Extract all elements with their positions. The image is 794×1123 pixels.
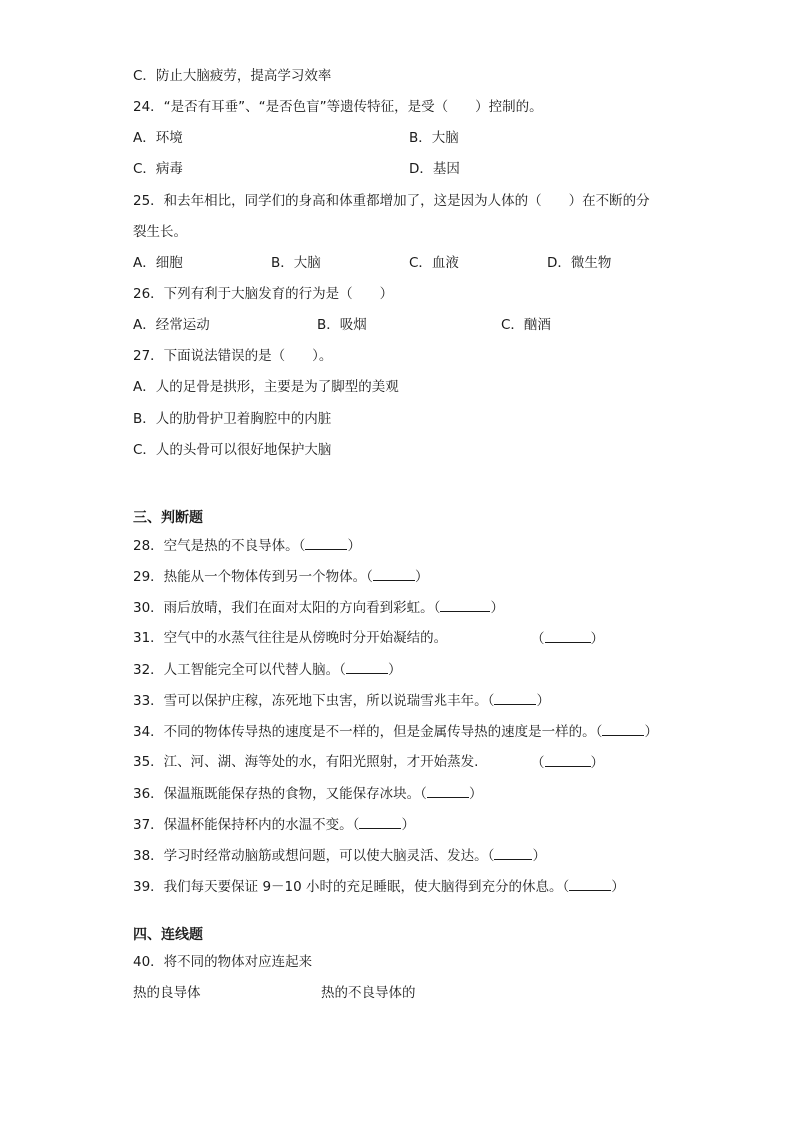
- answer-blank[interactable]: [494, 691, 536, 705]
- answer-blank[interactable]: [602, 722, 644, 736]
- q25-stem-line1: 25．和去年相比，同学们的身高和体重都增加了，这是因为人体的（ ）在不断的分: [133, 193, 650, 209]
- q26-stem: 26．下列有利于大脑发育的行为是（ ）: [133, 286, 394, 302]
- q30: 30．雨后放晴，我们在面对太阳的方向看到彩虹。（ ）: [133, 600, 504, 616]
- q38: 38．学习时经常动脑筋或想问题，可以使大脑灵活、发达。（ ）: [133, 848, 546, 864]
- q25-stem-line2: 裂生长。: [133, 224, 187, 240]
- q27-option-c[interactable]: C．人的头骨可以很好地保护大脑: [133, 442, 332, 458]
- match-left-label[interactable]: 热的良导体: [133, 985, 201, 1001]
- q31-answer: （ ）: [531, 631, 604, 647]
- answer-blank[interactable]: [373, 567, 415, 581]
- answer-blank[interactable]: [569, 877, 611, 891]
- q26-option-a[interactable]: A．经常运动: [133, 317, 210, 333]
- section-heading-matching: 四、连线题: [133, 927, 203, 943]
- answer-blank[interactable]: [545, 629, 591, 643]
- q25-option-d[interactable]: D．微生物: [547, 255, 612, 271]
- q24-option-a[interactable]: A．环境: [133, 130, 183, 146]
- q27-option-b[interactable]: B．人的肋骨护卫着胸腔中的内脏: [133, 411, 332, 427]
- answer-blank[interactable]: [545, 753, 591, 767]
- q37: 37．保温杯能保持杯内的水温不变。（ ）: [133, 817, 415, 833]
- q27-option-a[interactable]: A．人的足骨是拱形，主要是为了脚型的美观: [133, 379, 399, 395]
- answer-blank[interactable]: [305, 536, 347, 550]
- match-right-label[interactable]: 热的不良导体的: [321, 985, 416, 1001]
- q24-option-c[interactable]: C．病毒: [133, 161, 183, 177]
- q27-stem: 27．下面说法错误的是（ ）。: [133, 348, 333, 364]
- q34: 34．不同的物体传导热的速度是不一样的，但是金属传导热的速度是一样的。（ ）: [133, 724, 658, 740]
- answer-blank[interactable]: [346, 660, 388, 674]
- q35-answer: （ ）: [531, 755, 604, 771]
- q23-option-c: C．防止大脑疲劳，提高学习效率: [133, 68, 332, 84]
- q36: 36．保温瓶既能保存热的食物，又能保存冰块。（ ）: [133, 786, 483, 802]
- q26-option-c[interactable]: C．酗酒: [501, 317, 551, 333]
- answer-blank[interactable]: [359, 815, 401, 829]
- answer-blank[interactable]: [440, 598, 490, 612]
- q28: 28．空气是热的不良导体。（ ）: [133, 538, 361, 554]
- q24-option-b[interactable]: B．大脑: [409, 130, 459, 146]
- q25-option-a[interactable]: A．细胞: [133, 255, 183, 271]
- answer-blank[interactable]: [427, 784, 469, 798]
- q24-option-d[interactable]: D．基因: [409, 161, 460, 177]
- q25-option-c[interactable]: C．血液: [409, 255, 459, 271]
- section-heading-judgment: 三、判断题: [133, 510, 203, 526]
- answer-blank[interactable]: [494, 846, 532, 860]
- q31: 31．空气中的水蒸气往往是从傍晚时分开始凝结的。: [133, 630, 448, 646]
- q40-stem: 40．将不同的物体对应连起来: [133, 954, 313, 970]
- q29: 29．热能从一个物体传到另一个物体。（ ）: [133, 569, 429, 585]
- q32: 32．人工智能完全可以代替人脑。（ ）: [133, 662, 402, 678]
- q24-stem: 24．“是否有耳垂”、“是否色盲”等遗传特征，是受（ ）控制的。: [133, 99, 543, 115]
- q35: 35．江、河、湖、海等处的水，有阳光照射，才开始蒸发.: [133, 754, 479, 770]
- q33: 33．雪可以保护庄稼，冻死地下虫害，所以说瑞雪兆丰年。（ ）: [133, 693, 550, 709]
- q25-option-b[interactable]: B．大脑: [271, 255, 321, 271]
- q39: 39．我们每天要保证 9－10 小时的充足睡眠，使大脑得到充分的休息。（ ）: [133, 879, 625, 895]
- q26-option-b[interactable]: B．吸烟: [317, 317, 367, 333]
